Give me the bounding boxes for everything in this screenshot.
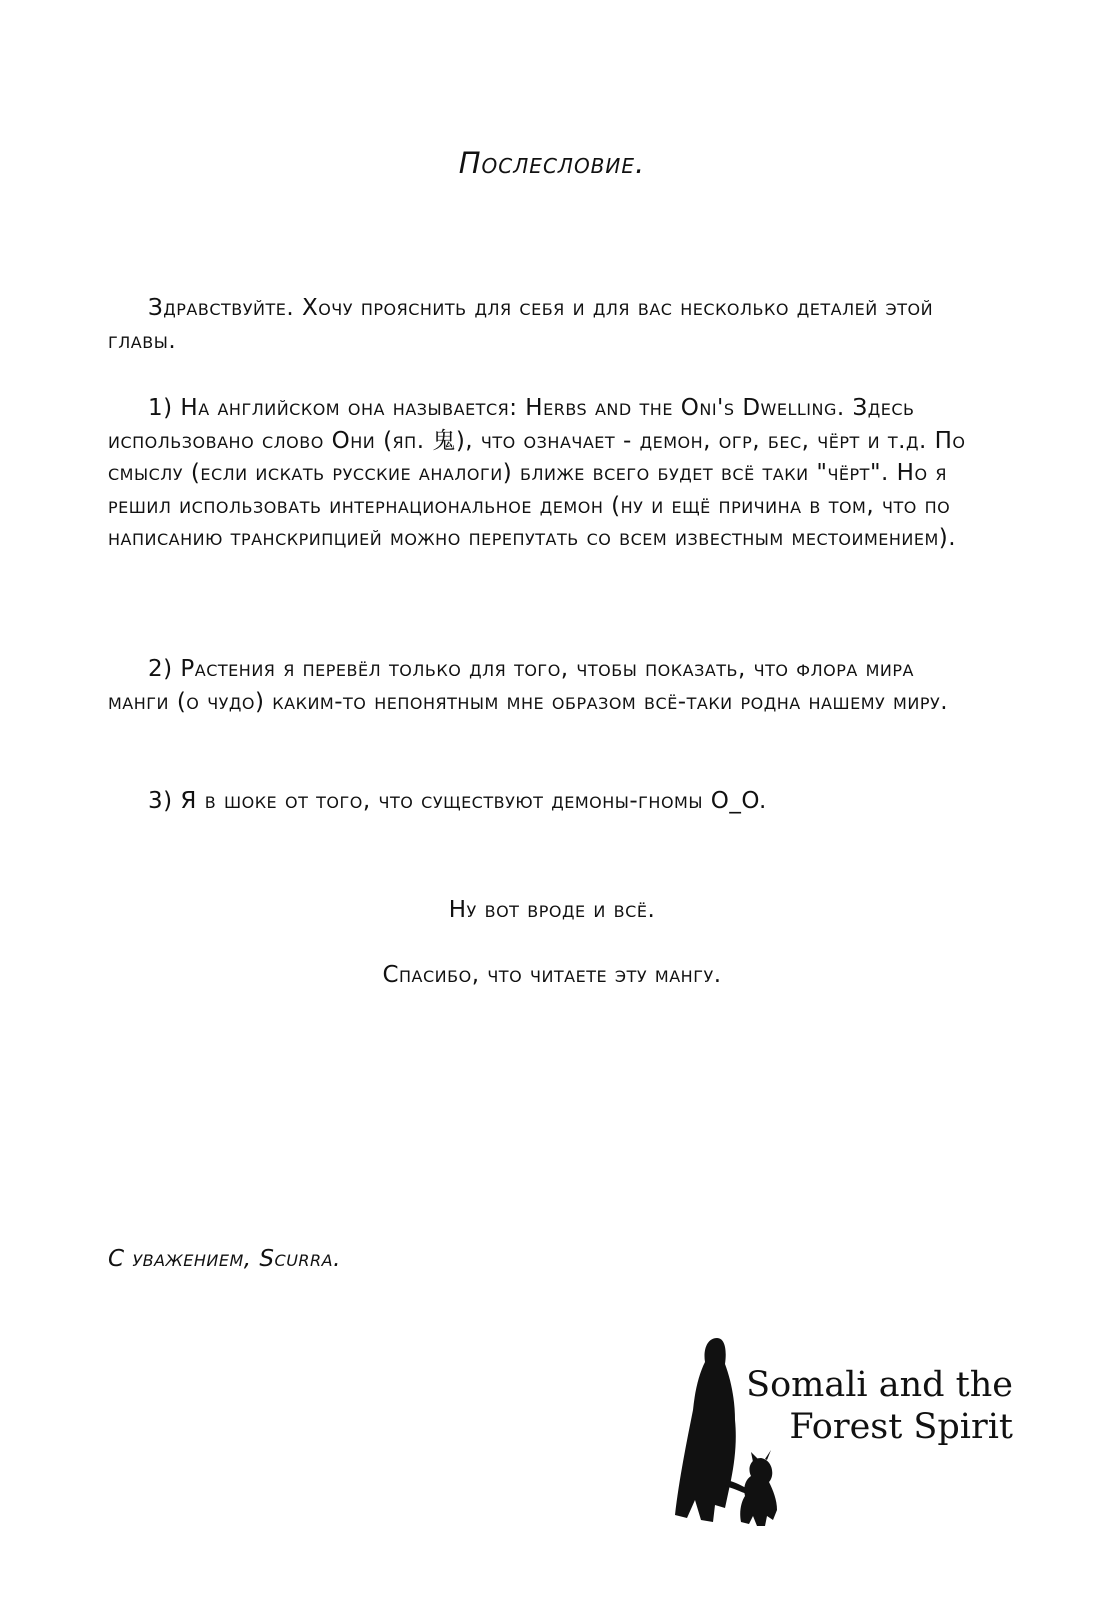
paragraph-note-1: 1) На английском она называется: Herbs and the Oni's Dwelling. Здесь использовано слово Они (яп. 鬼), что означает - демон, огр, бес, чёрт и т.д. По смыслу (если искать русские аналоги) ближе всего будет всё таки "чёрт". Но я решил использовать интернациональное демон (ну и ещё причина в том, что по написанию транскрипцией можно перепутать со всем известным местоимением).: [108, 395, 966, 551]
paragraph-note-2: 2) Растения я перевёл только для того, чтобы показать, что флора мира манги (о чудо) каким-то непонятным мне образом всё-таки родна нашему миру.: [108, 656, 949, 715]
logo-line-2: Forest Spirit: [789, 1407, 1013, 1447]
paragraph-note-3: 3) Я в шоке от того, что существуют демоны-гномы O_O.: [148, 788, 767, 814]
signature: С уважением, Scurra.: [108, 1246, 341, 1272]
logo-line-1: Somali and the: [746, 1365, 1013, 1405]
closing-line-1: Ну вот вроде и всё.: [448, 897, 656, 923]
series-logo: [665, 1330, 1025, 1540]
page-title: Послесловие.: [458, 146, 646, 180]
paragraph-intro: Здравствуйте. Хочу прояснить для себя и для вас несколько деталей этой главы.: [108, 295, 934, 354]
closing-line-2: Спасибо, что читаете эту мангу.: [382, 962, 722, 988]
silhouette-figures-icon: [665, 1330, 785, 1540]
